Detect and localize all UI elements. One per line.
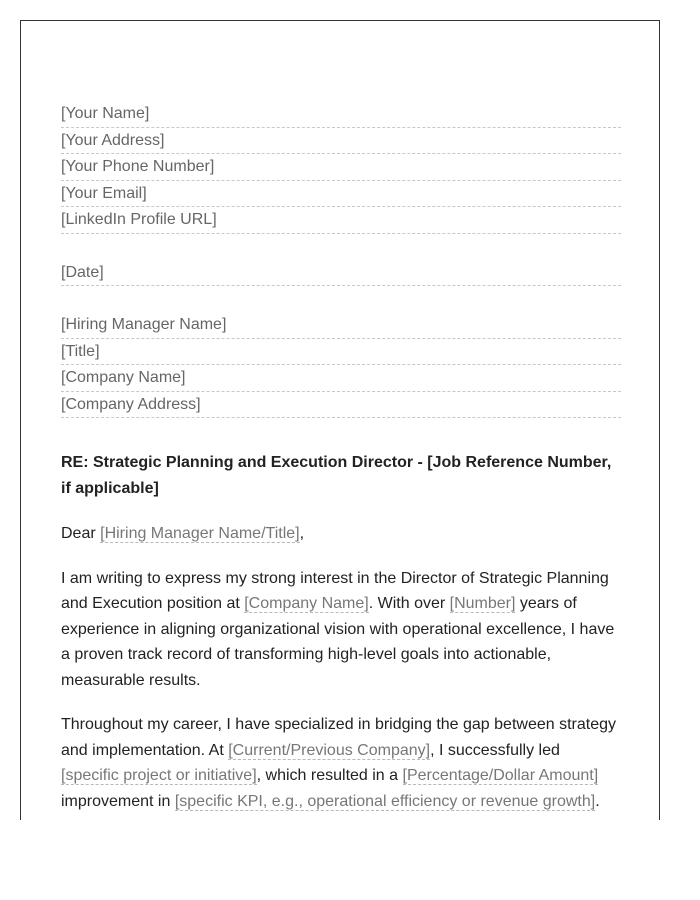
letter-page — [20, 20, 660, 820]
body-paragraph-1 — [61, 566, 621, 694]
years-number-placeholder[interactable]: [Number] — [449, 595, 516, 612]
salutation — [61, 521, 621, 547]
recipient-block — [61, 312, 621, 418]
paragraph-text: I am writing to express my strong interest in the Director of Strategic Planning and Execution position at — [61, 569, 609, 612]
paragraph-text: years of experience in aligning organizational vision with operational excellence, I have a proven track record of transforming high-level goals into actionable, measurable results. — [61, 595, 615, 689]
recipient-name-field[interactable]: [Hiring Manager Name] — [61, 312, 621, 339]
sender-email-field[interactable]: [Your Email] — [61, 181, 621, 208]
paragraph-text: improvement in — [61, 792, 175, 810]
kpi-placeholder[interactable]: [specific KPI, e.g., operational efficiency or revenue growth] — [174, 792, 596, 810]
recipient-title-field[interactable]: [Title] — [61, 339, 621, 366]
salutation-suffix: , — [299, 525, 305, 542]
letter-content — [61, 101, 621, 814]
recipient-company-field[interactable]: [Company Name] — [61, 365, 621, 392]
recipient-address-field[interactable]: [Company Address] — [61, 392, 621, 419]
sender-linkedin-field[interactable]: [LinkedIn Profile URL] — [61, 207, 621, 234]
date-field[interactable]: [Date] — [61, 260, 621, 287]
salutation-prefix: Dear — [61, 525, 101, 542]
paragraph-text: , which resulted in a — [256, 767, 403, 784]
sender-block — [61, 101, 621, 234]
spacer — [61, 286, 621, 312]
paragraph-text: Throughout my career, I have specialized in bridging the gap between strategy and implementation. At — [61, 716, 616, 759]
body-paragraph-2 — [61, 712, 621, 814]
company-name-placeholder[interactable]: [Company Name] — [244, 595, 369, 612]
spacer — [61, 234, 621, 260]
paragraph-text: . With over — [368, 595, 450, 612]
sender-address-field[interactable]: [Your Address] — [61, 128, 621, 155]
company-placeholder[interactable]: [Current/Previous Company] — [228, 741, 431, 759]
paragraph-text: , I successfully led — [430, 741, 560, 759]
sender-phone-field[interactable]: [Your Phone Number] — [61, 154, 621, 181]
project-placeholder[interactable]: [specific project or initiative] — [61, 767, 257, 784]
sender-name-field[interactable]: [Your Name] — [61, 101, 621, 128]
paragraph-text: . — [595, 792, 600, 810]
subject-line: RE: Strategic Planning and Execution Director - [Job Reference Number, if applicable] — [61, 454, 612, 497]
amount-placeholder[interactable]: [Percentage/Dollar Amount] — [402, 767, 599, 784]
salutation-placeholder[interactable]: [Hiring Manager Name/Title] — [100, 525, 300, 542]
